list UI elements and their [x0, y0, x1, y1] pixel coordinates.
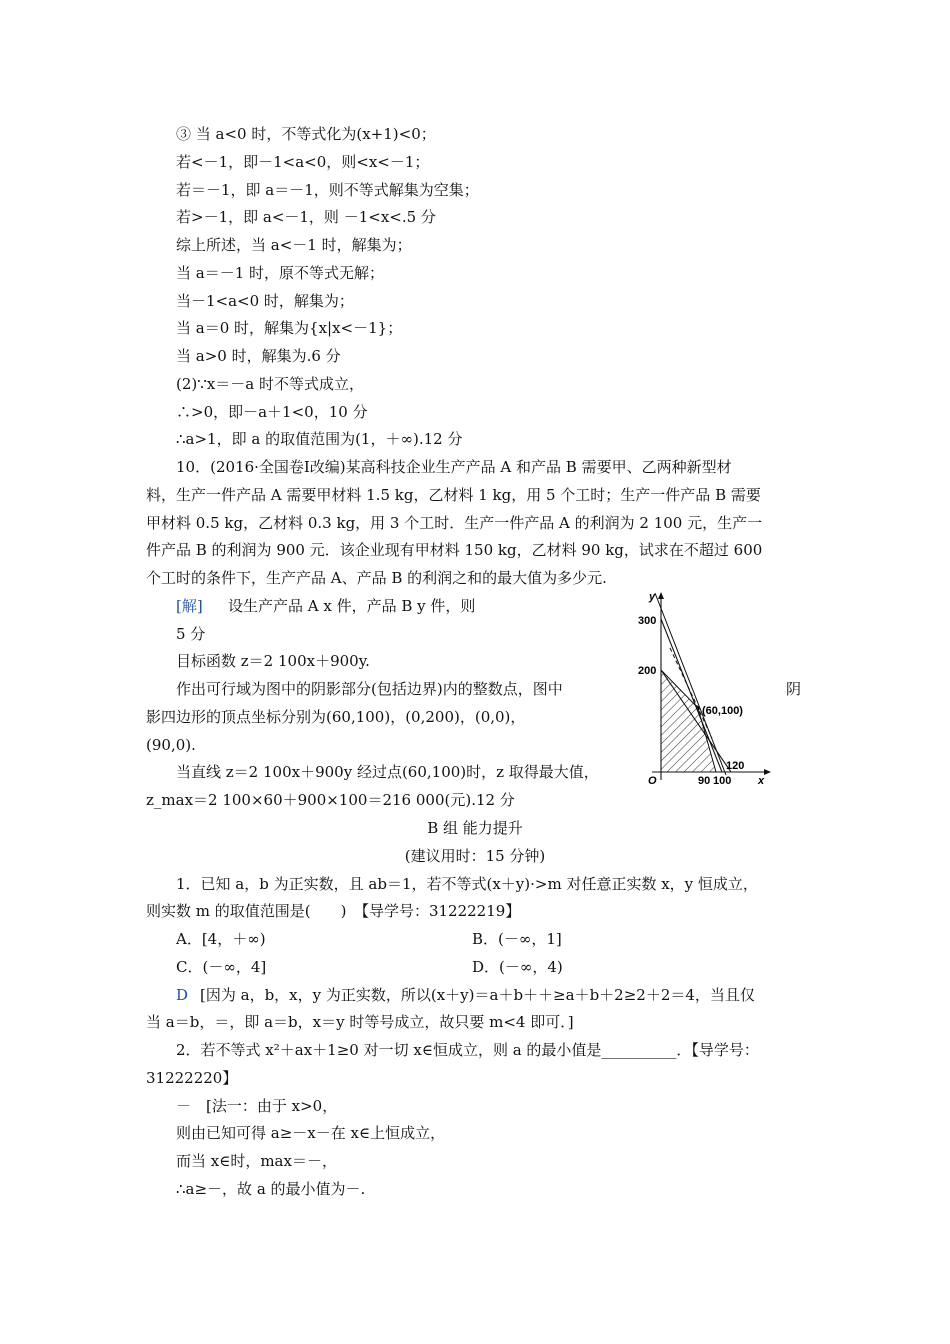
answer-explanation: [因为 a，b，x，y 为正实数，所以(x＋y)＝a＋b＋＋≥a＋b＋2≥2＋2＝4，当且仅: [200, 986, 755, 1004]
problem-10-line: 料，生产一件产品 A 需要甲材料 1.5 kg，乙材料 1 kg，用 5 个工时；生产一件产品 B 需要: [146, 486, 761, 504]
solution-line: z_max＝2 100×60＋900×100＝216 000(元).12 分: [146, 791, 515, 809]
solution-line: 阴: [786, 680, 802, 698]
question-1-line: 则实数 m 的取值范围是( ) 【导学号：31222219】: [146, 902, 521, 920]
y-axis-label: y: [649, 591, 656, 603]
solution-line: (90,0).: [146, 736, 196, 754]
answer-explanation: ∴a≥－，故 a 的最小值为－.: [176, 1180, 366, 1198]
question-2-line: 2．若不等式 x²＋ax＋1≥0 对一切 x∈恒成立，则 a 的最小值是__________．【导学号：: [176, 1041, 759, 1059]
text-line: ③ 当 a<0 时，不等式化为(x+1)<0；: [176, 125, 436, 143]
text-line: 综上所述，当 a<－1 时，解集为；: [176, 236, 412, 254]
text-line: ∴>0，即－a＋1<0，10 分: [176, 403, 368, 421]
tick-label: 300: [638, 615, 657, 627]
text-line: 若<－1，即－1<a<0，则<x<－1；: [176, 153, 430, 171]
point-label: (60,100): [702, 705, 743, 717]
answer-explanation: [法一：由于 x>0，: [206, 1097, 338, 1115]
x-axis-label: x: [758, 775, 765, 787]
option-c: C．(－∞，4]: [176, 958, 267, 976]
solution-line: 5 分: [176, 625, 206, 643]
problem-10-line: 10．(2016·全国卷Ⅰ改编)某高科技企业生产产品 A 和产品 B 需要甲、乙两种新型材: [176, 458, 732, 476]
question-2-line: 31222220】: [146, 1069, 238, 1087]
answer-explanation: 而当 x∈时，max＝－，: [176, 1152, 337, 1170]
text-line: 当－1<a<0 时，解集为；: [176, 292, 354, 310]
problem-10-line: 甲材料 0.5 kg，乙材料 0.3 kg，用 3 个工时．生产一件产品 A 的利润为 2 100 元，生产一: [146, 514, 763, 532]
tick-label: 200: [638, 665, 657, 677]
problem-10-line: 件产品 B 的利润为 900 元．该企业现有甲材料 150 kg，乙材料 90 kg，试求在不超过 600: [146, 541, 763, 559]
answer-letter: D: [176, 986, 189, 1004]
answer-explanation: 则由已知可得 a≥－x－在 x∈上恒成立，: [176, 1124, 446, 1142]
y-axis-arrow: [658, 592, 664, 599]
section-subtitle: (建议用时：15 分钟): [404, 847, 546, 865]
solution-line: 影四边形的顶点坐标分别为(60,100)，(0,200)，(0,0)，: [146, 708, 526, 726]
problem-10-line: 个工时的条件下，生产产品 A、产品 B 的利润之和的最大值为多少元.: [146, 569, 607, 587]
text-line: ∴a>1，即 a 的取值范围为(1，＋∞).12 分: [176, 430, 463, 448]
text-line: (2)∵x＝－a 时不等式成立，: [176, 375, 364, 393]
text-line: 当 a＝0 时，解集为{x|x<－1}；: [176, 319, 403, 337]
x-axis-arrow: [764, 769, 771, 775]
tick-label: 120: [726, 760, 745, 772]
feasible-region-figure: [630, 588, 780, 788]
solution-line: 当直线 z＝2 100x＋900y 经过点(60,100)时，z 取得最大值，: [176, 763, 599, 781]
solution-line: 作出可行域为图中的阴影部分(包括边界)内的整数点，图中: [176, 680, 563, 698]
text-line: 当 a＝－1 时，原不等式无解；: [176, 264, 385, 282]
solution-tag: [解]: [176, 597, 203, 615]
text-line: 若>－1，即 a<－1，则 －1<x<.5 分: [176, 208, 436, 226]
tick-label: 90: [698, 775, 711, 787]
question-1-line: 1．已知 a，b 为正实数，且 ab＝1，若不等式(x＋y)·>m 对任意正实数 x，y 恒成立，: [176, 875, 758, 893]
solution-line: 目标函数 z＝2 100x＋900y.: [176, 652, 370, 670]
origin-label: O: [648, 775, 657, 787]
shaded-region: [661, 670, 716, 772]
tick-label: 100: [713, 775, 732, 787]
answer-explanation: 当 a＝b，＝，即 a＝b，x＝y 时等号成立，故只要 m<4 即可．]: [146, 1013, 574, 1031]
vertex-point: [696, 706, 700, 710]
solution-line: 设生产产品 A x 件，产品 B y 件，则: [228, 597, 476, 615]
option-d: D．(－∞，4): [472, 958, 563, 976]
answer-value: －: [176, 1097, 192, 1115]
section-title: B 组 能力提升: [427, 819, 523, 837]
option-a: A．[4，＋∞): [176, 930, 266, 948]
option-b: B．(－∞，1]: [472, 930, 562, 948]
text-line: 若＝－1，即 a＝－1，则不等式解集为空集；: [176, 181, 479, 199]
text-line: 当 a>0 时，解集为.6 分: [176, 347, 341, 365]
